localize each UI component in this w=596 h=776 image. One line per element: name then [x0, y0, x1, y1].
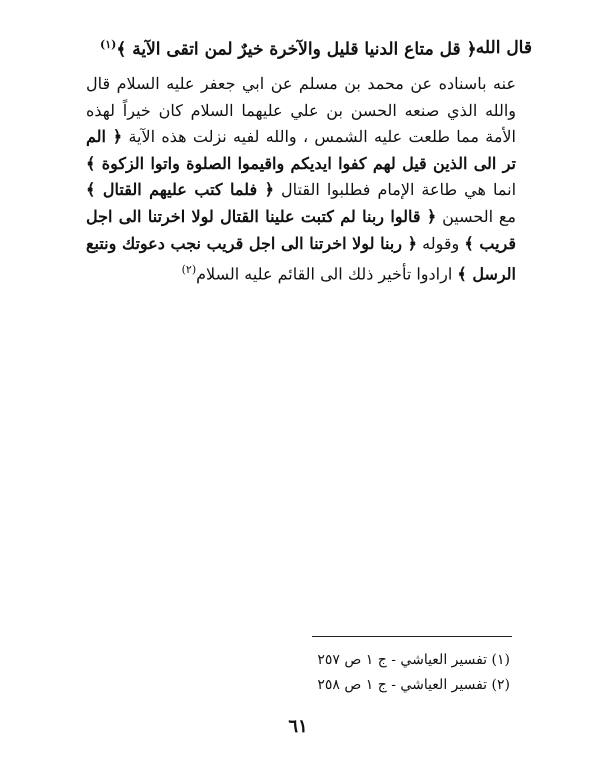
quran-quote-1: ﴿ الم تر الى الذين قيل لهم كفوا ايديكم واقيموا الصلوة واتوا الزكوة ﴾	[86, 127, 516, 173]
heading-lead: قال الله	[475, 38, 532, 58]
page-number: ٦١	[288, 716, 308, 737]
quran-quote-3: ﴿ قالوا ربنا لم كتبت علينا القتال لولا اخرتنا الى اجل قريب ﴾	[86, 206, 517, 253]
footnote-ref-2: (٢)	[181, 263, 197, 277]
body-text-4: وقوله	[422, 233, 460, 253]
body-text-2: انما هي طاعة الإمام فطلبوا القتال	[281, 180, 517, 200]
body-text-5: ارادوا تأخير ذلك الى القائم عليه السلام	[196, 264, 453, 284]
footnotes	[250, 648, 510, 698]
footnote-divider	[312, 636, 512, 637]
footnote-ref-1: (١)	[100, 38, 117, 51]
footnote-1: (١) تفسير العياشي - ج ١ ص ٢٥٧	[317, 652, 510, 668]
heading-verse-text: ﴿ قل متاع الدنيا قليل والآخرة خيرٌ لمن اتقى الآية ﴾	[116, 39, 477, 60]
quran-quote-4: ﴿ ربنا لولا اخرتنا الى اجل قريب نجب دعوتك ونتبع الرسل ﴾	[86, 233, 516, 284]
quran-quote-2: ﴿ فلما كتب عليهم القتال ﴾	[86, 180, 274, 200]
footnote-2: (٢) تفسير العياشي - ج ١ ص ٢٥٨	[317, 677, 510, 693]
body-text-1: عنه باسناده عن محمد بن مسلم عن ابي جعفر عليه السلام قال والله الذي صنعه الحسن بن علي عليهما السلام كان خيراً لهذه الأمة مما طلعت عليه الشمس ، والله لفيه نزلت هذه الآية	[86, 74, 517, 147]
body-paragraph	[86, 71, 516, 288]
heading-verse	[100, 38, 477, 60]
body-text-3: مع الحسين	[442, 206, 516, 226]
heading-line	[100, 38, 532, 66]
